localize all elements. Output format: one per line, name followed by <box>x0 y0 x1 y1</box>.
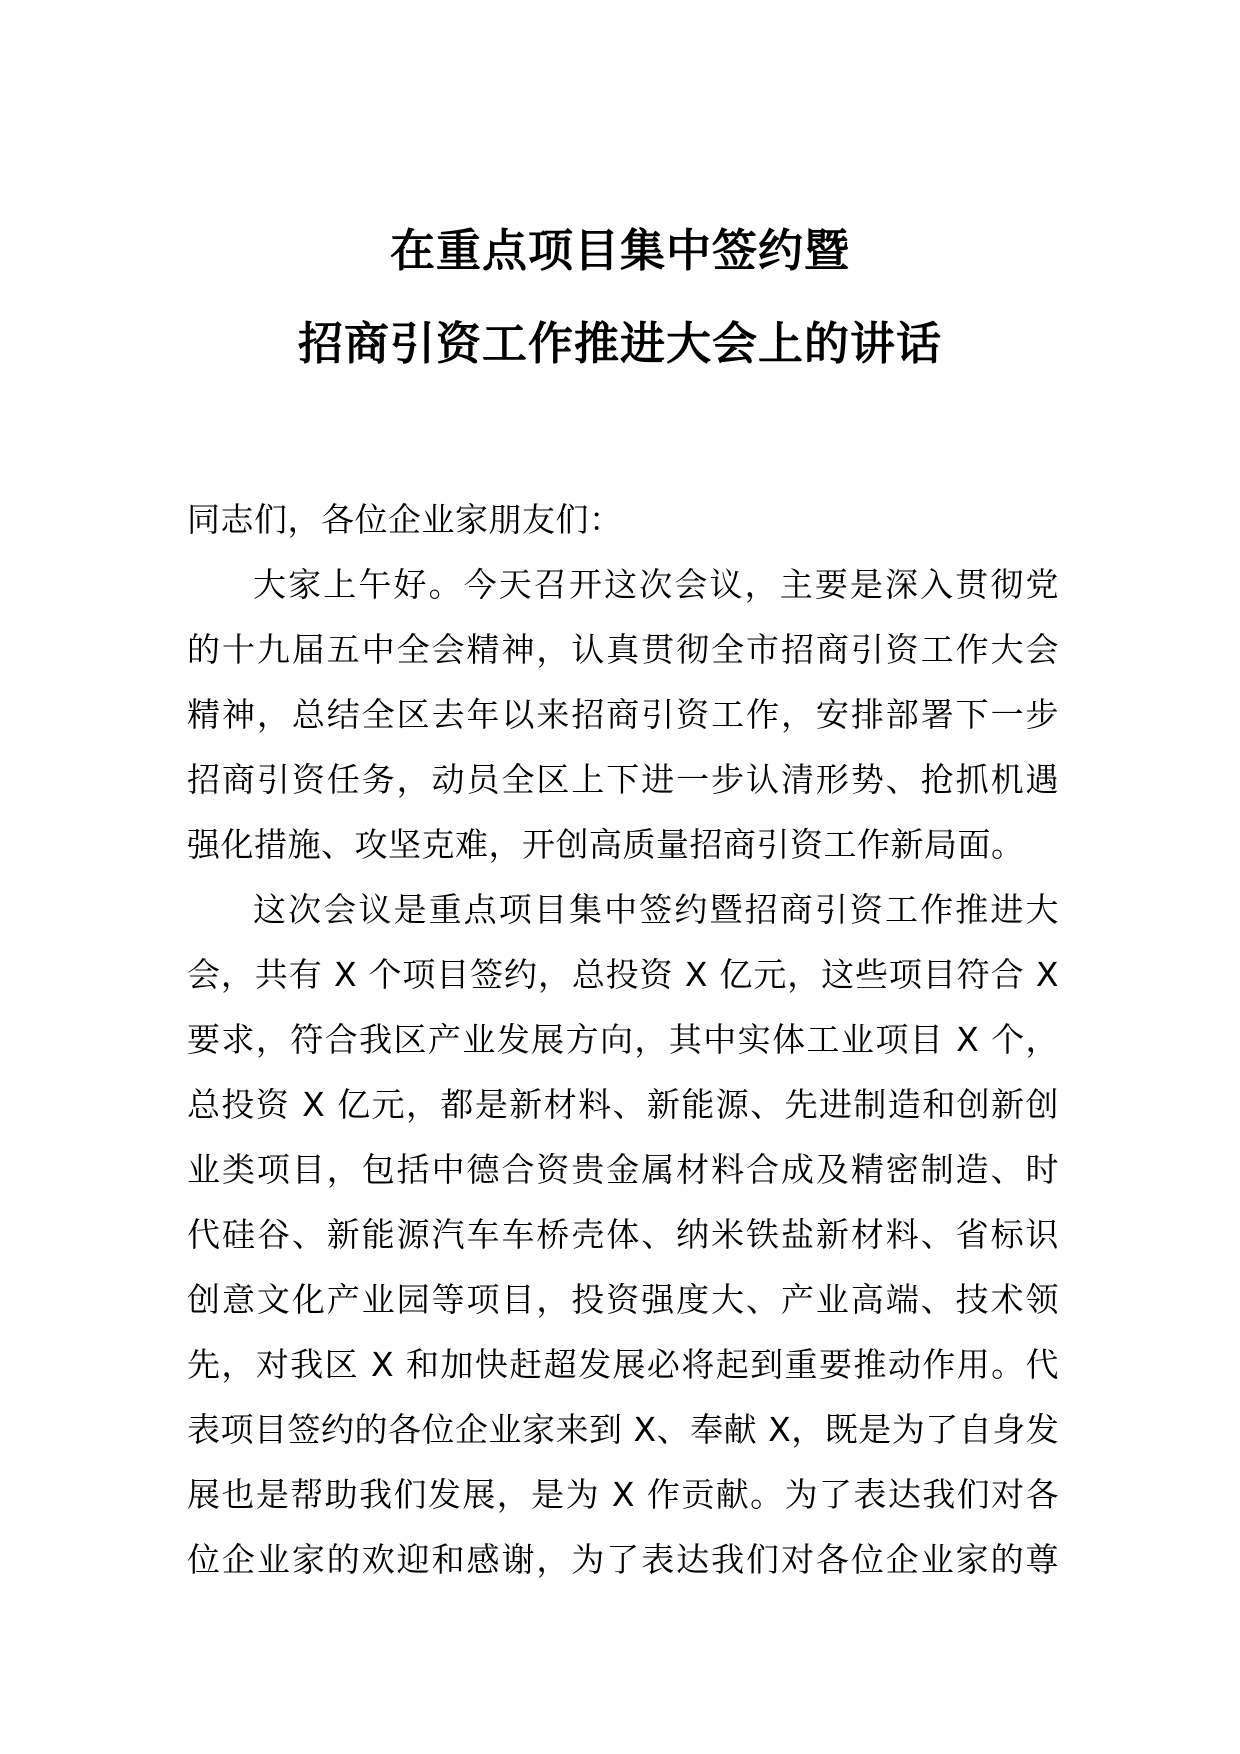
salutation: 同志们，各位企业家朋友们： <box>187 500 623 539</box>
paragraph-2-line: 代硅谷、新能源汽车车桥壳体、纳米铁盐新材料、省标识 <box>187 1215 1059 1254</box>
paragraph-2-line: 要求，符合我区产业发展方向，其中实体工业项目 X 个， <box>187 1020 1059 1059</box>
title-line-2: 招商引资工作推进大会上的讲话 <box>297 317 942 370</box>
document-body <box>187 487 1059 1592</box>
paragraph-1-line: 的十九届五中全会精神，认真贯彻全市招商引资工作大会 <box>187 630 1059 669</box>
paragraph-1-line: 招商引资任务，动员全区上下进一步认清形势、抢抓机遇 <box>187 760 1059 799</box>
paragraph-2-line: 表项目签约的各位企业家来到 X、奉献 X，既是为了自身发 <box>187 1410 1059 1449</box>
paragraph-2-line: 先，对我区 X 和加快赶超发展必将起到重要推动作用。代 <box>187 1345 1059 1384</box>
document-title <box>0 224 1240 370</box>
paragraph-2-line: 总投资 X 亿元，都是新材料、新能源、先进制造和创新创 <box>187 1085 1059 1124</box>
paragraph-2-line: 创意文化产业园等项目，投资强度大、产业高端、技术领 <box>187 1280 1059 1319</box>
paragraph-1-line: 大家上午好。今天召开这次会议，主要是深入贯彻党 <box>253 565 1059 604</box>
paragraph-1-line: 精神，总结全区去年以来招商引资工作，安排部署下一步 <box>187 695 1059 734</box>
paragraph-2-line: 会，共有 X 个项目签约，总投资 X 亿元，这些项目符合 X <box>187 955 1059 994</box>
title-line-1: 在重点项目集中签约暨 <box>389 224 850 277</box>
paragraph-2-line: 业类项目，包括中德合资贵金属材料合成及精密制造、时 <box>187 1150 1059 1189</box>
paragraph-1-line: 强化措施、攻坚克难，开创高质量招商引资工作新局面。 <box>187 825 1025 864</box>
paragraph-2-line: 展也是帮助我们发展，是为 X 作贡献。为了表达我们对各 <box>187 1475 1059 1514</box>
paragraph-2-line: 这次会议是重点项目集中签约暨招商引资工作推进大 <box>253 890 1059 929</box>
paragraph-2-line: 位企业家的欢迎和感谢，为了表达我们对各位企业家的尊 <box>187 1540 1059 1579</box>
